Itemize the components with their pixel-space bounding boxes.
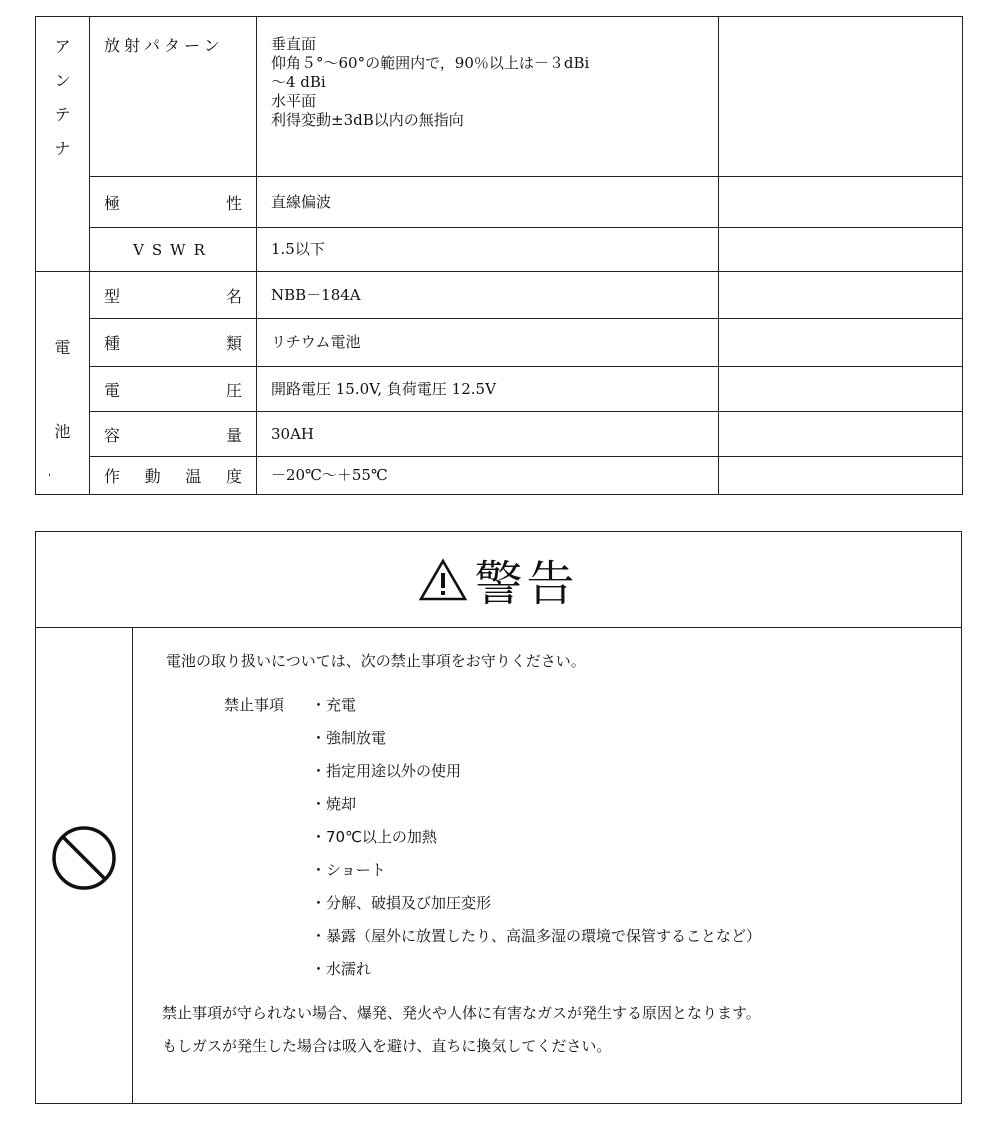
prohibited-item: ・70℃以上の加熱 [311,828,437,846]
label-char: 性 [225,193,242,213]
radiation-line: 垂直面 [271,35,317,53]
prohibited-item: ・強制放電 [311,729,387,747]
capacity-label [90,412,257,457]
temperature-label [90,457,257,495]
prohibited-item: ・分解、破損及び加圧変形 [311,894,492,912]
spec-row-voltage [36,367,963,412]
prohibition-icon [50,824,118,892]
label-char: 名 [225,286,242,306]
label-char: 温 [185,467,202,486]
prohibited-label: 禁止事項 [224,696,285,714]
prohibited-item: ・指定用途以外の使用 [311,762,462,780]
remarks-cell [719,272,963,319]
spec-row-capacity [36,412,963,457]
warning-consequence: もしガスが発生した場合は吸入を避け、直ちに換気してください。 [162,1037,612,1055]
warning-consequence: 禁止事項が守られない場合、爆発、発火や人体に有害なガスが発生する原因となります。 [162,1004,761,1022]
capacity-value: 30AH [257,412,719,457]
label-char: 容 [104,425,121,445]
radiation-line: 利得変動±3dB以内の無指向 [271,111,464,129]
model-value: NBB－184A [257,272,719,319]
remarks-cell [719,457,963,495]
label-char: 電 [104,380,121,400]
remarks-cell [719,319,963,367]
spec-table [35,16,963,495]
warning-intro: 電池の取り扱いについては、次の禁止事項をお守りください。 [166,652,586,670]
voltage-label [90,367,257,412]
spec-row-model [36,272,963,319]
radiation-label [90,17,257,177]
remarks-cell [719,228,963,272]
label-char: 量 [225,425,242,445]
model-label [90,272,257,319]
vswr-label [90,228,257,272]
type-label [90,319,257,367]
antenna-char: ア [54,37,71,56]
label-char: 動 [144,467,161,486]
radiation-line: 水平面 [271,92,317,110]
warning-title: 警告 [474,556,579,612]
prohibited-item: ・暴露（屋外に放置したり、高温多湿の環境で保管することなど） [311,927,762,945]
warning-icon-column [36,627,133,1103]
polarization-label [90,177,257,228]
spec-row-type [36,319,963,367]
polarization-value: 直線偏波 [257,177,719,228]
spec-row-radiation [36,17,963,177]
prohibited-item: ・ショート [311,861,386,879]
label-char: 類 [225,334,242,353]
vswr-value: 1.5以下 [257,228,719,272]
label-char: 度 [225,467,242,486]
radiation-line: 仰角５°～60°の範囲内で，90％以上は－３dBi [271,54,590,72]
spec-row-temperature [36,457,963,495]
label-char: 型 [104,286,121,306]
radiation-line: ～4 dBi [271,73,326,91]
temperature-value: －20℃～＋55℃ [257,457,719,495]
prohibited-item: ・水濡れ [311,960,372,978]
antenna-char: ナ [54,139,71,158]
remarks-cell [719,412,963,457]
remarks-cell [719,367,963,412]
label-char: 作 [104,467,121,486]
remarks-cell [719,17,963,177]
remarks-cell [719,177,963,228]
warning-header [36,532,961,628]
radiation-value [257,17,719,177]
battery-char: 電 [54,338,71,357]
label-char: 極 [104,193,121,213]
warning-triangle-icon [418,558,468,602]
prohibited-item: ・焼却 [311,795,357,813]
battery-mark: ' [48,473,51,484]
label-char: 種 [104,334,121,353]
spec-row-polarization [36,177,963,228]
prohibited-item: ・充電 [311,696,357,714]
voltage-value: 開路電圧 15.0V, 負荷電圧 12.5V [257,367,719,412]
radiation-label-text: 放射パターン [104,36,224,55]
spec-row-vswr [36,228,963,272]
antenna-group-label [36,17,90,272]
battery-group-label [36,272,90,495]
label-char: 圧 [225,380,242,400]
battery-char: 池 [54,422,71,441]
warning-box [35,531,962,1104]
antenna-char: ン [54,71,71,90]
antenna-char: テ [54,105,71,124]
vswr-label-text: VSWR [133,240,213,259]
type-value: リチウム電池 [257,319,719,367]
